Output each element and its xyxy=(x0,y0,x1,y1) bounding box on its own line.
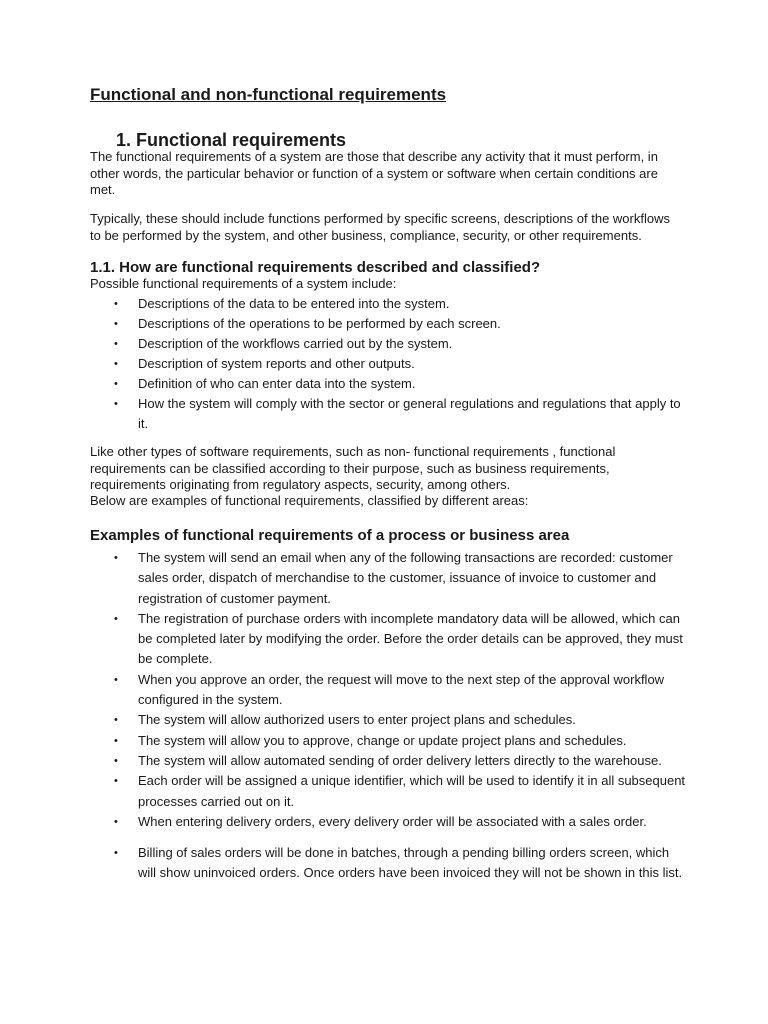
list-item xyxy=(0,771,686,812)
list-item-text: The system will send an email when any of the following transactions are recorded: customer sales order, dispatch of merchandise to the customer, issuance of invoice to customer and registration of customer payment. xyxy=(138,550,673,606)
list-item-text: How the system will comply with the sector or general regulations and regulations that apply to it. xyxy=(138,396,681,431)
list-item-text: The system will allow you to approve, change or update project plans and schedules. xyxy=(138,732,627,748)
list-item xyxy=(0,731,686,751)
list-item xyxy=(0,812,686,832)
functional-requirements-list xyxy=(0,294,768,434)
list-item xyxy=(0,751,686,771)
list-item xyxy=(0,710,686,730)
list-item-text: When entering delivery orders, every delivery order will be associated with a sales order. xyxy=(138,813,647,829)
list-item-text: Each order will be assigned a unique identifier, which will be used to identify it in all subsequent processes carried out on it. xyxy=(138,773,686,809)
list-item-text: Description of the workflows carried out by the system. xyxy=(138,336,453,351)
bullet-icon: • xyxy=(114,358,118,370)
list-item-text: The system will allow authorized users to enter project plans and schedules. xyxy=(138,712,576,728)
bullet-icon: • xyxy=(114,318,118,330)
list-item xyxy=(0,354,686,374)
list-item-text: Descriptions of the operations to be performed by each screen. xyxy=(138,316,501,331)
section1-paragraph-2: Typically, these should include functions performed by specific screens, descriptions of the workflows to be performed by the system, and other business, compliance, security, or other requirements. xyxy=(90,211,670,243)
list-item-text: When you approve an order, the request will move to the next step of the approval workflow configured in the system. xyxy=(138,671,665,708)
examples-intro-paragraph: Below are examples of functional requirements, classified by different areas: xyxy=(90,493,529,508)
list-item xyxy=(0,394,686,434)
bullet-icon: • xyxy=(114,298,118,310)
list-item-text: Description of system reports and other outputs. xyxy=(138,356,415,371)
bullet-icon: • xyxy=(114,378,118,390)
bullet-icon: • xyxy=(114,847,118,859)
section1-paragraph-1: The functional requirements of a system are those that describe any activity that it must perform, in other words, the particular behavior or function of a system or software when certain conditions are met. xyxy=(90,149,658,197)
list-item-text: Billing of sales orders will be done in batches, through a pending billing orders screen, which will show uninvoiced orders. Once orders have been invoiced they will not be shown in this list. xyxy=(138,845,683,881)
bullet-icon: • xyxy=(114,815,118,828)
bullet-icon: • xyxy=(114,673,118,686)
document-title: Functional and non-functional requirements xyxy=(90,85,447,104)
examples-heading: Examples of functional requirements of a process or business area xyxy=(90,527,570,544)
list-item-text: Definition of who can enter data into the system. xyxy=(138,376,416,391)
list-item xyxy=(0,548,686,609)
bullet-icon: • xyxy=(114,734,118,747)
subsection-heading-described-classified: 1.1. How are functional requirements described and classified? xyxy=(90,259,541,276)
billing-list xyxy=(0,843,768,884)
subsection-intro: Possible functional requirements of a system include: xyxy=(90,276,397,291)
list-item xyxy=(0,334,686,354)
bullet-icon: • xyxy=(114,714,118,727)
list-item xyxy=(0,609,686,670)
list-item xyxy=(0,314,686,334)
list-item-text: The registration of purchase orders with incomplete mandatory data will be allowed, which can be completed later by modifying the order. Before the order details can be approved, they must be complete. xyxy=(138,610,683,667)
bullet-icon: • xyxy=(114,398,118,410)
bullet-icon: • xyxy=(114,612,118,625)
bullet-icon: • xyxy=(114,552,118,564)
bullet-icon: • xyxy=(114,338,118,350)
list-item xyxy=(0,374,686,394)
list-item-text: The system will allow automated sending of order delivery letters directly to the warehouse. xyxy=(138,752,662,768)
classification-paragraph: Like other types of software requirements, such as non- functional requirements , functional requirements can be classified according to their purpose, such as business requirements, requirements originating from regulatory aspects, security, among others. xyxy=(90,444,616,492)
examples-list xyxy=(0,548,768,832)
list-item xyxy=(0,670,686,711)
list-item-text: Descriptions of the data to be entered into the system. xyxy=(138,296,450,311)
list-item xyxy=(0,843,686,884)
bullet-icon: • xyxy=(114,754,118,767)
section-heading-functional-requirements: 1. Functional requirements xyxy=(116,130,347,150)
bullet-icon: • xyxy=(114,775,118,788)
list-item xyxy=(0,294,686,314)
